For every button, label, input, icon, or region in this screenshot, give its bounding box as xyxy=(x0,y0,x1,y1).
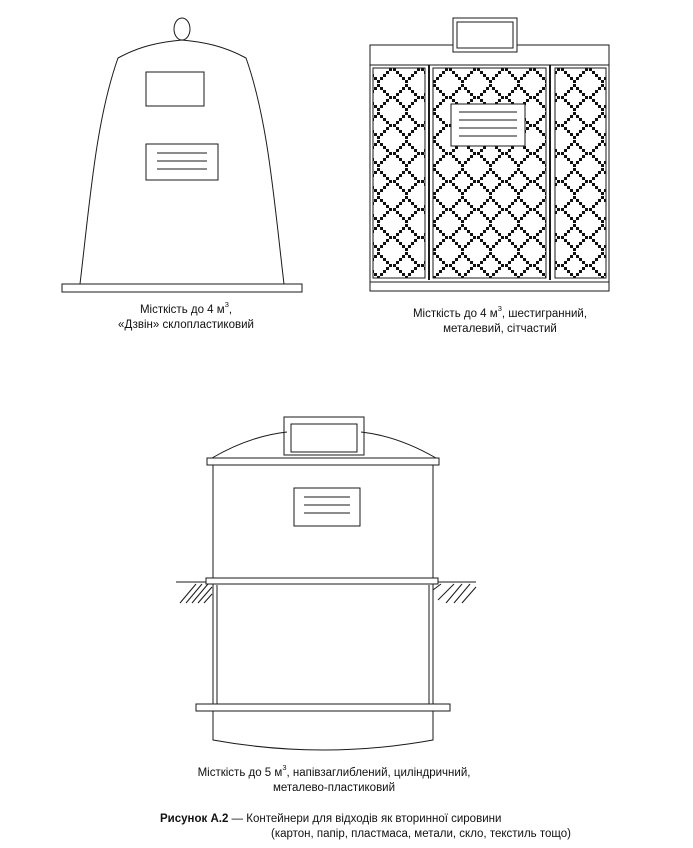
bell-container xyxy=(62,18,302,292)
cylinder-lid-rim xyxy=(207,458,439,465)
cylinder-top-hatch xyxy=(284,417,364,455)
mesh-panel-left xyxy=(373,68,425,278)
mesh-container xyxy=(370,18,609,291)
caption-cylindrical-line2: металево-пластиковий xyxy=(272,782,396,794)
mesh-top-cap xyxy=(453,18,517,52)
bell-label-plate xyxy=(146,144,218,180)
bell-upper-plate xyxy=(146,72,204,106)
ground-hatching-left xyxy=(176,582,212,603)
figure-label: Рисунок А.2 xyxy=(160,813,229,825)
caption-hexagonal-line1: Місткість до 4 $м^3$, шестигранний, xyxy=(412,304,588,320)
mesh-base-plate xyxy=(370,282,609,291)
ground-hatching-right xyxy=(432,582,476,603)
caption-hexagonal-line2: металевий, сітчастий xyxy=(443,323,557,335)
bell-base-plate xyxy=(62,284,302,292)
caption-cylindrical xyxy=(184,763,484,796)
figure-title xyxy=(160,812,501,827)
cylinder-lower-ring xyxy=(196,704,450,711)
cylinder-container xyxy=(176,417,476,750)
cylinder-ground-ring xyxy=(206,578,438,584)
caption-bell xyxy=(106,300,266,333)
figure-subtitle: (картон, папір, пластмаса, метали, скло, текстиль тощо) xyxy=(271,828,571,840)
caption-bell-line2: «Дзвін» склопластиковий xyxy=(118,319,254,331)
bell-lifting-ring xyxy=(174,18,190,40)
cylinder-bottom xyxy=(213,711,433,750)
caption-bell-line1: Місткість до 4 $м^3$, xyxy=(139,300,233,316)
cylinder-label-plate xyxy=(294,488,360,526)
caption-cylindrical-line1: Місткість до 5 $м^3$, напівзаглиблений, циліндричний, xyxy=(197,763,471,779)
mesh-panel-center xyxy=(433,68,546,278)
mesh-label-plate xyxy=(451,104,525,146)
bell-body xyxy=(80,40,284,284)
caption-hexagonal xyxy=(400,304,600,337)
figure-title-text: — Контейнери для відходів як вторинної сировини xyxy=(228,813,502,825)
mesh-panel-right xyxy=(555,68,606,278)
